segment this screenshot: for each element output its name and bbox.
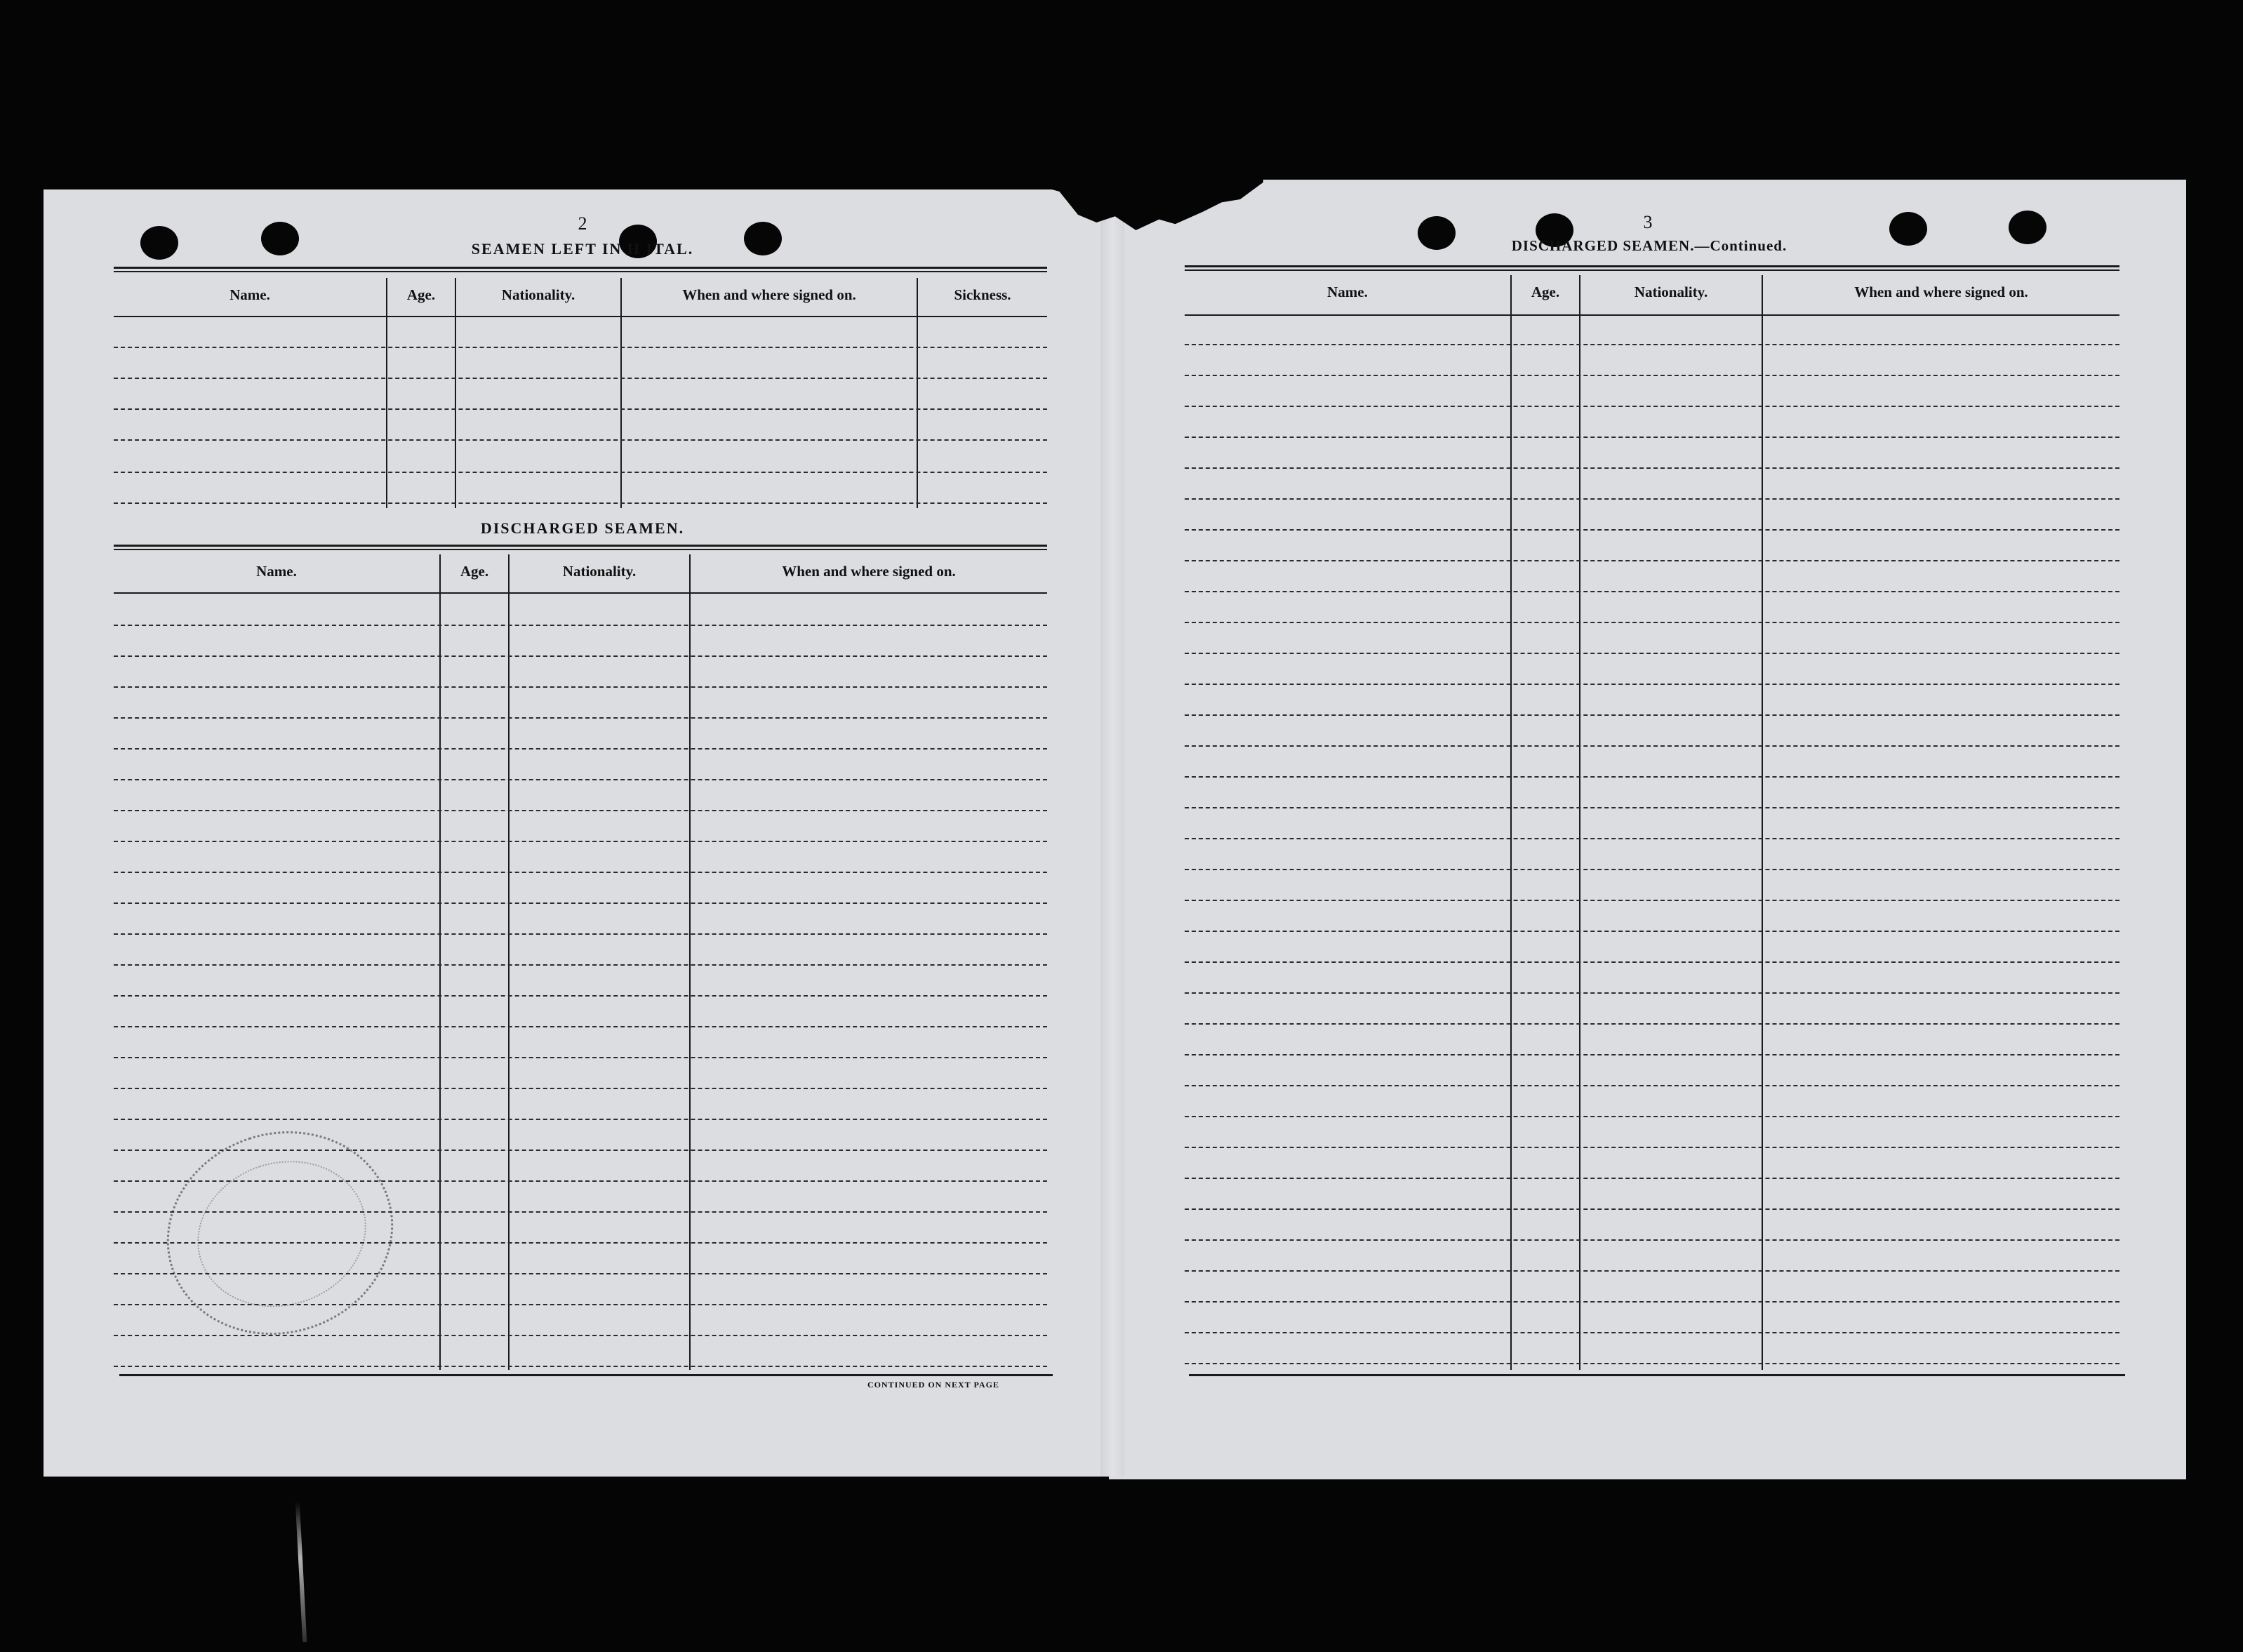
entry-line (114, 810, 1047, 811)
section-divider-rule (114, 545, 1047, 547)
entry-line (114, 347, 1047, 348)
header-bottom-rule (114, 592, 1047, 594)
column-header-name: Name. (1327, 284, 1368, 300)
entry-line (114, 1088, 1047, 1089)
right-page-number: 3 (1643, 212, 1653, 232)
column-header-name: Name. (229, 286, 270, 303)
entry-line (1185, 838, 2119, 839)
header-bottom-rule (1185, 314, 2119, 316)
punch-hole (2009, 211, 2046, 244)
page-gutter (1100, 188, 1124, 1477)
entry-line (1185, 1023, 2119, 1025)
column-divider (386, 278, 387, 508)
entry-line (1185, 406, 2119, 407)
entry-line (114, 1366, 1047, 1367)
entry-line (1185, 1239, 2119, 1241)
entry-line (1185, 900, 2119, 901)
entry-line (114, 472, 1047, 473)
seamen-left-in-hospital-title: SEAMEN LEFT IN H ITAL. (471, 240, 694, 258)
column-header-when-where-signed-on: When and where signed on. (682, 286, 856, 303)
entry-line (114, 1335, 1047, 1336)
entry-line (1185, 591, 2119, 592)
table-top-rule (1185, 269, 2119, 271)
film-scratch (295, 1502, 307, 1642)
column-header-nationality: Nationality. (1634, 284, 1708, 300)
punch-hole (261, 222, 299, 255)
column-divider (917, 278, 918, 508)
entry-line (1185, 1301, 2119, 1303)
entry-line (1185, 1178, 2119, 1179)
entry-line (114, 378, 1047, 379)
left-page-number: 2 (578, 213, 587, 234)
entry-line (1185, 714, 2119, 716)
entry-line (1185, 1208, 2119, 1210)
entry-line (1185, 437, 2119, 438)
entry-line (114, 841, 1047, 842)
entry-line (1185, 684, 2119, 685)
column-header-age: Age. (406, 286, 436, 303)
column-divider (689, 554, 691, 1370)
entry-line (114, 439, 1047, 441)
column-header-when-where-signed-on: When and where signed on. (1854, 284, 2028, 300)
ink-stamp-inner-ring (178, 1140, 385, 1328)
entry-line (114, 748, 1047, 750)
entry-line (1185, 931, 2119, 932)
entry-line (114, 1026, 1047, 1027)
column-divider (620, 278, 622, 508)
column-header-age: Age. (460, 563, 489, 580)
column-header-nationality: Nationality. (562, 563, 637, 580)
entry-line (1185, 529, 2119, 531)
entry-line (1185, 344, 2119, 345)
column-header-sickness: Sickness. (954, 286, 1011, 303)
column-header-age: Age. (1531, 284, 1560, 300)
punch-hole (140, 226, 178, 260)
entry-line (114, 872, 1047, 873)
table-top-rule (114, 271, 1047, 272)
entry-line (1185, 1116, 2119, 1117)
entry-line (1185, 1147, 2119, 1148)
entry-line (1185, 1363, 2119, 1364)
column-divider (455, 278, 456, 508)
entry-line (114, 964, 1047, 966)
entry-line (114, 717, 1047, 719)
column-divider (1510, 275, 1512, 1370)
entry-line (114, 655, 1047, 657)
entry-line (1185, 776, 2119, 778)
discharged-seamen-title: DISCHARGED SEAMEN. (480, 519, 685, 537)
table-top-rule (114, 267, 1047, 269)
column-header-name: Name. (256, 563, 297, 580)
entry-line (1185, 498, 2119, 500)
entry-line (114, 933, 1047, 935)
entry-line (1185, 869, 2119, 870)
entry-line (114, 408, 1047, 410)
entry-line (1185, 961, 2119, 963)
entry-line (114, 1057, 1047, 1058)
entry-line (114, 502, 1047, 504)
table-top-rule (114, 549, 1047, 550)
column-header-when-where-signed-on: When and where signed on. (782, 563, 956, 580)
discharged-seamen-continued-title: DISCHARGED SEAMEN.—Continued. (1511, 237, 1788, 254)
entry-line (1185, 1332, 2119, 1333)
column-divider (508, 554, 510, 1370)
entry-line (1185, 807, 2119, 808)
continued-on-next-page: CONTINUED ON NEXT PAGE (867, 1380, 999, 1390)
entry-line (114, 625, 1047, 626)
header-bottom-rule (114, 316, 1047, 317)
entry-line (114, 902, 1047, 904)
entry-line (1185, 375, 2119, 376)
table-bottom-rule (1189, 1374, 2125, 1376)
entry-line (1185, 560, 2119, 561)
table-bottom-rule (119, 1374, 1053, 1376)
entry-line (114, 686, 1047, 688)
column-divider (439, 554, 441, 1370)
column-header-nationality: Nationality. (501, 286, 575, 303)
column-divider (1579, 275, 1580, 1370)
entry-line (114, 995, 1047, 997)
entry-line (1185, 1270, 2119, 1272)
entry-line (114, 779, 1047, 780)
column-divider (1762, 275, 1763, 1370)
entry-line (1185, 992, 2119, 994)
entry-line (1185, 653, 2119, 654)
entry-line (1185, 467, 2119, 469)
entry-line (1185, 1085, 2119, 1086)
punch-hole (1889, 212, 1927, 246)
entry-line (1185, 745, 2119, 747)
table-top-rule (1185, 265, 2119, 267)
entry-line (1185, 622, 2119, 623)
entry-line (114, 1119, 1047, 1120)
entry-line (1185, 1054, 2119, 1055)
